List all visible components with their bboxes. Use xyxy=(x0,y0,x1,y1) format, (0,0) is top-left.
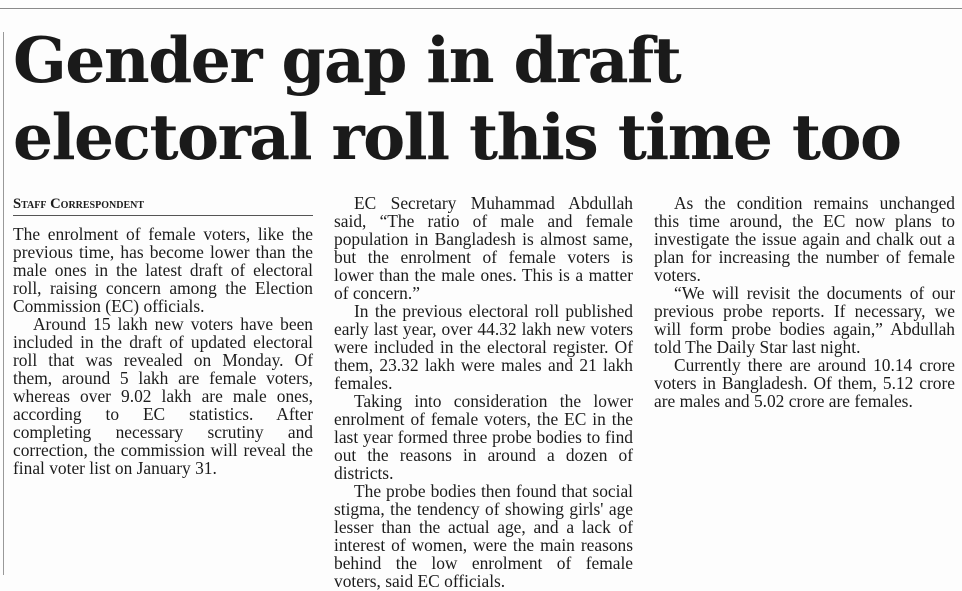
paragraph-8: “We will revisit the documents of our previous probe reports. If necessary, we will form probe bodies again,” Abdullah told The Daily Star last night. xyxy=(654,283,955,357)
paragraph-4: In the previous electoral roll published early last year, over 44.32 lakh new voters were included in the electoral register. Of them, 23.32 lakh were males and 21 lakh females. xyxy=(334,301,633,393)
headline: Gender gap in draft electoral roll this time too xyxy=(13,23,901,174)
article-column-1 xyxy=(13,194,313,477)
paragraph-3: EC Secretary Muhammad Abdullah said, “The ratio of male and female population in Bangladesh is almost same, but the enrolment of female voters is lower than the male ones. This is a matter of concern.” xyxy=(334,193,633,303)
paragraph-6: The probe bodies then found that social stigma, the tendency of showing girls' age lesser than the actual age, and a lack of interest of women, were the main reasons behind the low enrolment of female voters, said EC officials. xyxy=(334,481,633,591)
paragraph-2: Around 15 lakh new voters have been included in the draft of updated electoral roll that was revealed on Monday. Of them, around 5 lakh are female voters, whereas over 9.02 lakh are male ones, according to EC statistics. After completing necessary scrutiny and correction, the commission will reveal the final voter list on January 31. xyxy=(13,314,313,478)
paragraph-5: Taking into consideration the lower enrolment of female voters, the EC in the last year formed three probe bodies to find out the reasons in around a dozen of districts. xyxy=(334,391,633,483)
paragraph-1: The enrolment of female voters, like the previous time, has become lower than the male ones in the latest draft of electoral roll, raising concern among the Election Commission (EC) officials. xyxy=(13,224,313,316)
paragraph-7: As the condition remains unchanged this time around, the EC now plans to investigate the issue again and chalk out a plan for increasing the number of female voters. xyxy=(654,193,955,285)
top-rule xyxy=(0,8,962,9)
article-column-2 xyxy=(334,194,633,590)
left-margin-rule xyxy=(3,32,4,575)
paragraph-9: Currently there are around 10.14 crore voters in Bangladesh. Of them, 5.12 crore are males and 5.02 crore are females. xyxy=(654,355,955,411)
byline: Staff Correspondent xyxy=(13,194,313,216)
article-column-3 xyxy=(654,194,955,410)
